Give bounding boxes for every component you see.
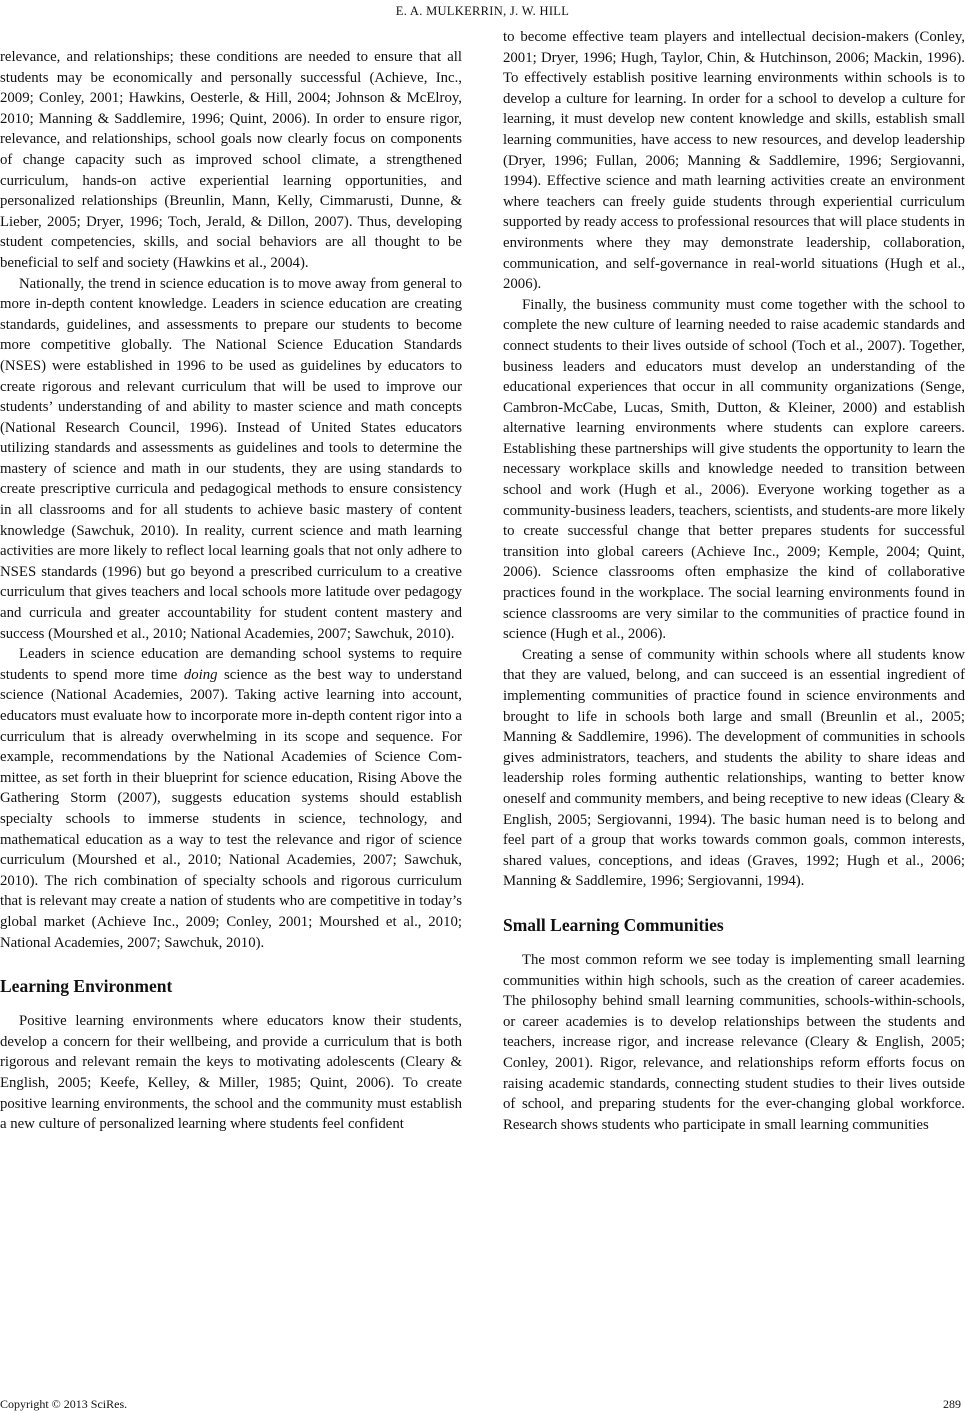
paragraph-text: Leaders in science education are demanding school systems to require students to spend more time	[0, 646, 462, 683]
section-heading: Learning Environment	[0, 976, 173, 997]
paragraph-text: science as the best way to understand science (National Academies, 2007). Taking active learning into account, educators must evaluate how to incorporate more in-depth content rigor into a curriculum that is already overwhelming in its scope and sequence. For example, recommendations by the National Academies of Science Committee, as set forth in their blueprint for science education, Rising Above the Gathering Storm (2007), suggests education systems should establish specialty schools to immerse students in science, technology, and mathematical education as a way to test the relevance and rigor of science curriculum (Mourshed et al., 2010; National Academies, 2007; Sawchuk, 2010). The rich combination of specialty schools and rigorous curriculum that is relevant may create a nation of students who are competitive in today’s global market (Achieve Inc., 2009; Conley, 2001; Mourshed et al., 2010; National Academies, 2007; Sawchuk, 2010).	[0, 666, 462, 951]
paragraph: Finally, the business community must come together with the school to complete the new culture of learning needed to raise academic standards and connect students to their lives outside of school (Toch et al., 2007). Together, business leaders and educators must develop an understanding of the educational experiences that occur in all community organizations (Senge, Cambron-McCabe, Lucas, Smith, Dutton, & Kleiner, 2000) and establish alternative learning environments where students can explore careers. Establishing these partnerships will give students the opportunity to learn the necessary workplace skills and knowledge needed to transition between school and work (Hugh et al., 2006). Everyone working together as a community-business leaders, teachers, scientists, and students-are more likely to create successful change that better prepares students for successful transition into global careers (Achieve Inc., 2009; Kemple, 2004; Quint, 2006). Science classrooms often emphasize the kind of collaborative practices found in the workplace. The social learning environments found in science classrooms are very similar to the communities of practice found in science (Hugh et al., 2006).	[503, 296, 965, 643]
paragraph: Nationally, the trend in science education is to move away from general to more in-depth content knowledge. Leaders in science education are creating standards, guidelines, and assessments to prepare our students to become more competitive globally. The National Science Education Standards (NSES) were established in 1996 to be used as guidelines by educators to create rigorous and relevant curriculum that will be used to improve our students’ understanding of and ability to master science and math concepts (National Research Council, 1996). Instead of United States educators utilizing standards and assessments as guidelines and tools to determine the mastery of science and math in our students, they are using standards to create prescriptive curricula and pedagogical methods to ensure consistency in all classrooms and for all students to achieve basic mastery of content knowledge (Sawchuk, 2010). In reality, current science and math learning activities are more likely to reflect local learning goals that not only adhere to NSES standards (1996) but go beyond a prescribed curriculum to a creative curriculum that gives teachers and local schools more latitude over pedagogy and curricula and greater accountability for student content mastery and success (Mourshed et al., 2010; National Academies, 2007; Sawchuk, 2010).	[0, 275, 462, 642]
section-heading: Small Learning Communities	[503, 914, 724, 935]
paragraph: to become effective team players and intellectual decision-makers (Conley, 2001; Dryer, 1996; Hugh, Taylor, Chin, & Hutchinson, 2006; Mackin, 1996). To effectively establish positive learning environments within schools is to develop a culture for learning. In order for a school to develop a culture for learning, it must develop new content knowledge and skills, establish small learning communities, have access to new resources, and develop leadership (Dryer, 1996; Fullan, 2006; Manning & Saddlemire, 1996; Sergiovanni, 1994). Effective science and math learning activities create an environment where teachers can freely guide students through experiential curriculum supported by ready access to professional resources that will place students in environments where they may demonstrate leadership, collaboration, communication, and self-governance in real-world situations (Hugh et al., 2006).	[503, 29, 965, 293]
right-column	[503, 27, 965, 1135]
paragraph: Creating a sense of community within schools where all students know that they are valued, belong, and can succeed is an essential ingredient of implementing communities of practice found in science environments and brought to life in schools both large and small (Breunlin et al., 2005; Manning & Saddlemire, 1996). The development of communities in schools gives administrators, teachers, and students the ability to share ideas and leadership roles forming authentic relationships, wanting to better know oneself and community members, and being receptive to new ideas (Cleary & English, 2005; Sergiovanni, 1994). The basic human need is to belong and feel part of a group that works towards common goals, common interests, shared values, conceptions, and ideas (Graves, 1992; Hugh et al., 2006; Manning & Saddlemire, 1996; Sergiovanni, 1994).	[503, 646, 965, 890]
paragraph	[0, 644, 462, 953]
running-head: E. A. MULKERRIN, J. W. HILL	[395, 4, 570, 18]
copyright-notice: Copyright © 2013 SciRes.	[0, 1397, 128, 1411]
paragraph: The most common reform we see today is implementing small learning communities within high schools, such as the creation of career academies. The philosophy behind small learning communities, schools-within-schools, or career academies is to develop relationships between the students and teachers, increase rigor, and increase relevance (Cleary & English, 2005; Conley, 2001). Rigor, relevance, and relationships reform efforts focus on raising academic standards, connecting student studies to their lives outside of school, and preparing students for the ever-changing global workforce. Research shows students who participate in small learning communities	[503, 951, 965, 1133]
emphasis-text: doing	[183, 666, 218, 683]
paragraph: relevance, and relationships; these conditions are needed to ensure that all students may be economically and personally successful (Achieve, Inc., 2009; Conley, 2001; Hawkins, Oesterle, & Hill, 2004; Johnson & McElroy, 2010; Manning & Saddlemire, 1996; Quint, 2006). In order to ensure rigor, relevance, and relationships, school goals now clearly focus on components of change capacity such as improved school climate, a strengthened curriculum, hands-on active experiential learning opportunities, and personalized relationships (Breunlin, Mann, Kelly, Cimmarusti, Dunne, & Lieber, 2005; Dryer, 1996; Toch, Jerald, & Dillon, 2007). Thus, developing student competencies, skills, and social behaviors are all thought to be beneficial to self and society (Hawkins et al., 2004).	[0, 49, 462, 271]
left-column	[0, 47, 462, 1135]
page-number: 289	[943, 1397, 961, 1411]
paragraph: Positive learning environments where educators know their students, develop a concern for their wellbeing, and provide a curriculum that is both rigorous and relevant remain the keys to motivating adolescents (Cleary & English, 2005; Keefe, Kelley, & Miller, 1985; Quint, 2006). To create positive learning environments, the school and the community must establish a new culture of personalized learning where students feel confident	[0, 1013, 462, 1133]
